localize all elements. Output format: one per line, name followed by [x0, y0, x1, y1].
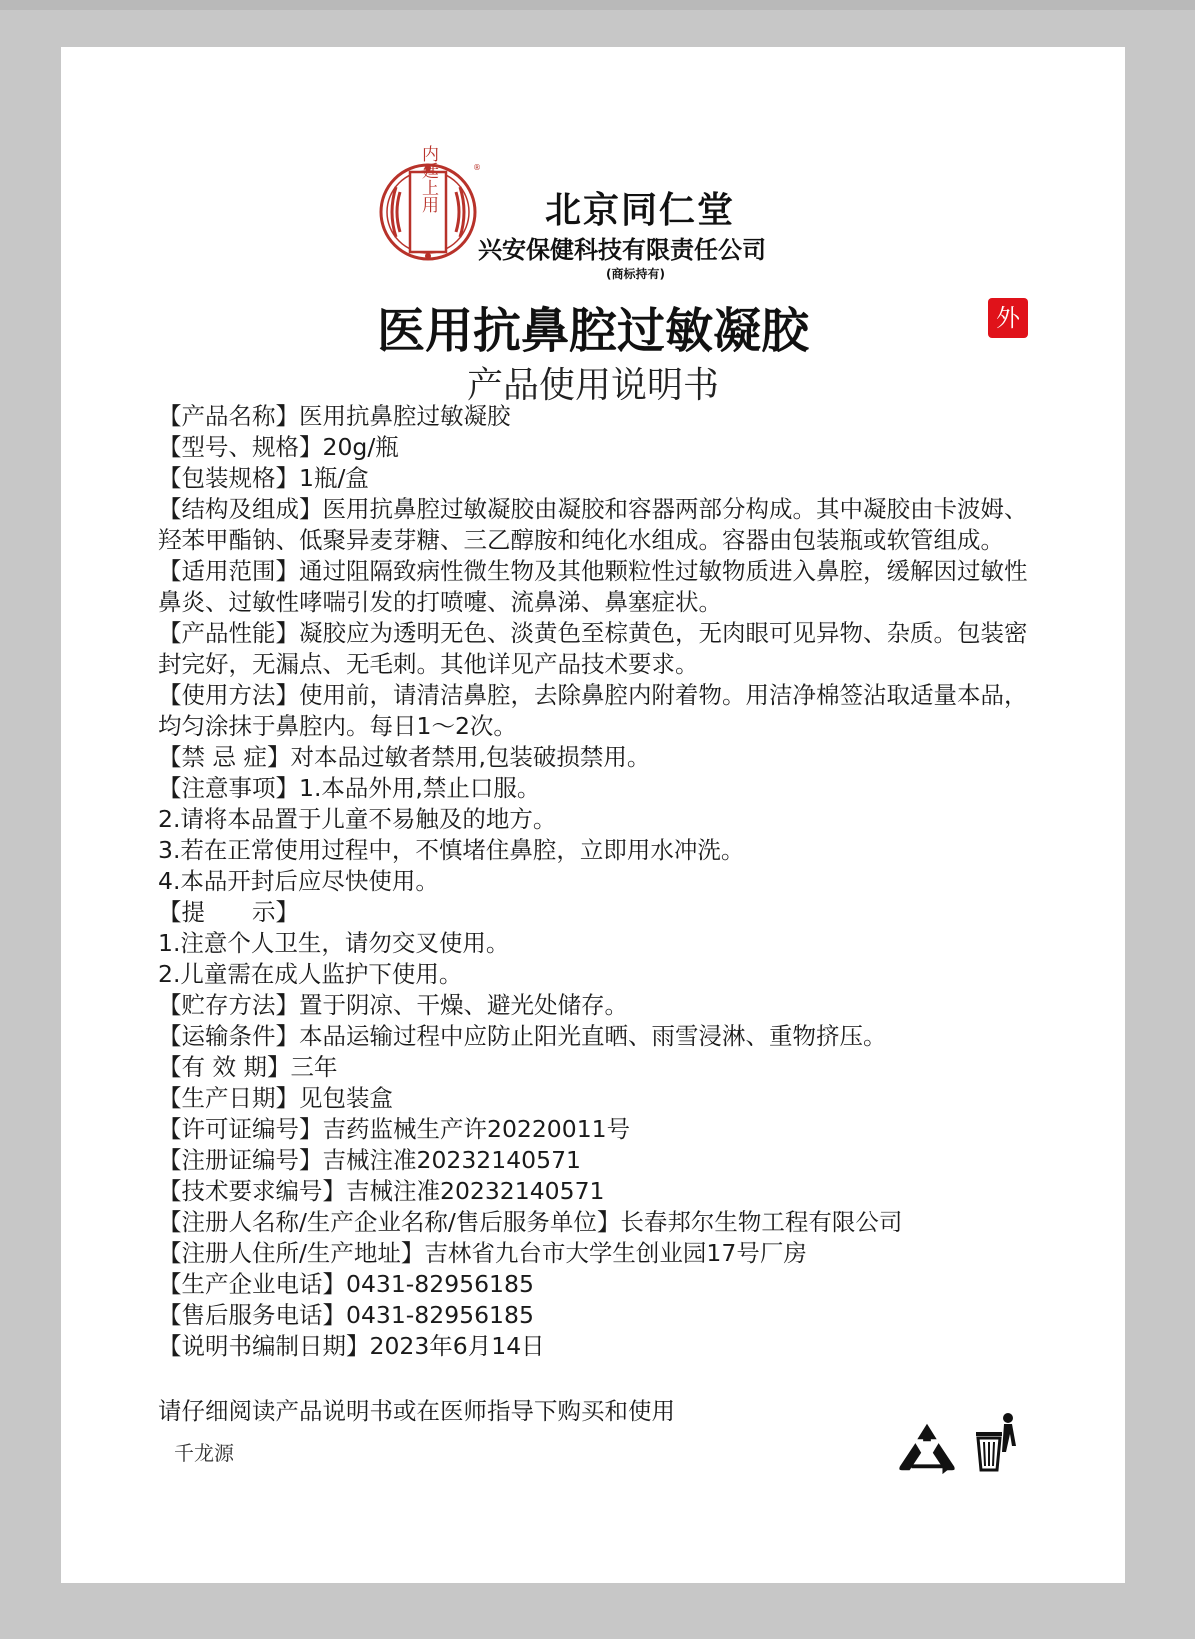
- company-name: 兴安保健科技有限责任公司: [478, 236, 766, 264]
- section-text: 4.本品开封后应尽快使用。: [158, 867, 439, 895]
- section-text: 1瓶/盒: [299, 464, 369, 492]
- brand-name: 北京同仁堂: [545, 189, 736, 231]
- section-text: 吉林省九台市大学生创业园17号厂房: [424, 1239, 807, 1267]
- section-text: 2023年6月14日: [369, 1332, 545, 1360]
- section-label: 【适用范围】: [158, 557, 299, 585]
- section-row: [158, 463, 1028, 494]
- section-text: 吉械注准20232140571: [346, 1177, 605, 1205]
- section-text: 吉药监械生产许20220011号: [322, 1115, 631, 1143]
- section-row: [158, 1300, 1028, 1331]
- section-text: 0431-82956185: [346, 1270, 534, 1298]
- section-label: 【提 示】: [158, 898, 299, 926]
- section-row: [158, 1176, 1028, 1207]
- section-label: 【注册人住所/生产地址】: [158, 1239, 425, 1267]
- section-row: [158, 401, 1028, 432]
- section-label: 【售后服务电话】: [158, 1301, 346, 1329]
- section-text: 20g/瓶: [322, 433, 399, 461]
- section-label: 【生产日期】: [158, 1084, 299, 1112]
- section-label: 【注册证编号】: [158, 1146, 323, 1174]
- section-text: 通过阻隔致病性微生物及其他颗粒性过敏物质进入鼻腔，缓解因过敏性鼻炎、过敏性哮喘引发的打喷嚏、流鼻涕、鼻塞症状。: [158, 557, 1028, 616]
- section-label: 【包装规格】: [158, 464, 299, 492]
- section-label: 【使用方法】: [158, 681, 299, 709]
- section-text: 医用抗鼻腔过敏凝胶: [299, 402, 511, 430]
- section-label: 【生产企业电话】: [158, 1270, 346, 1298]
- section-text: 2.儿童需在成人监护下使用。: [158, 960, 463, 988]
- section-text: 医用抗鼻腔过敏凝胶由凝胶和容器两部分构成。其中凝胶由卡波姆、羟苯甲酯钠、低聚异麦芽糖、三乙醇胺和纯化水组成。容器由包装瓶或软管组成。: [158, 495, 1028, 554]
- section-label: 【注册人名称/生产企业名称/售后服务单位】: [158, 1208, 621, 1236]
- section-row: [158, 990, 1028, 1021]
- section-text: 对本品过敏者禁用,包装破损禁用。: [290, 743, 651, 771]
- section-text: 1.本品外用,禁止口服。: [299, 774, 541, 802]
- section-text: 长春邦尔生物工程有限公司: [620, 1208, 903, 1236]
- section-text: 3.若在正常使用过程中，不慎堵住鼻腔，立即用水冲洗。: [158, 836, 745, 864]
- section-row: [158, 1052, 1028, 1083]
- usage-advice-note: 请仔细阅读产品说明书或在医师指导下购买和使用: [158, 1397, 675, 1425]
- section-label: 【产品性能】: [158, 619, 299, 647]
- section-label: 【注意事项】: [158, 774, 299, 802]
- section-row: [158, 959, 1028, 990]
- section-row: [158, 773, 1028, 804]
- registered-mark: ®: [473, 163, 481, 172]
- printer-mark: 千龙源: [174, 1441, 234, 1465]
- tongrentang-seal-logo: [378, 145, 481, 262]
- section-row: [158, 835, 1028, 866]
- section-row: [158, 928, 1028, 959]
- section-row: [158, 1331, 1028, 1362]
- section-label: 【运输条件】: [158, 1022, 299, 1050]
- section-row: [158, 618, 1028, 680]
- external-use-badge: 外: [988, 298, 1028, 338]
- trash-bin-icon: [974, 1412, 1020, 1474]
- section-row: [158, 1021, 1028, 1052]
- section-label: 【技术要求编号】: [158, 1177, 346, 1205]
- section-text: 置于阴凉、干燥、避光处储存。: [299, 991, 628, 1019]
- section-text: 本品运输过程中应防止阳光直晒、雨雪浸淋、重物挤压。: [299, 1022, 887, 1050]
- section-text: 2.请将本品置于儿童不易触及的地方。: [158, 805, 557, 833]
- section-label: 【禁 忌 症】: [158, 743, 291, 771]
- section-row: [158, 1207, 1028, 1238]
- recycle-icon: [898, 1419, 956, 1475]
- section-label: 【许可证编号】: [158, 1115, 323, 1143]
- section-row: [158, 866, 1028, 897]
- section-row: [158, 1269, 1028, 1300]
- section-label: 【型号、规格】: [158, 433, 323, 461]
- seal-text: 内廷上用: [418, 145, 438, 213]
- section-text: 见包装盒: [299, 1084, 393, 1112]
- section-label: 【结构及组成】: [158, 495, 323, 523]
- section-text: 三年: [290, 1053, 338, 1081]
- section-label: 【贮存方法】: [158, 991, 299, 1019]
- section-row: [158, 1114, 1028, 1145]
- section-text: 1.注意个人卫生，请勿交叉使用。: [158, 929, 510, 957]
- section-row: [158, 556, 1028, 618]
- section-row: [158, 742, 1028, 773]
- instruction-sheet: [61, 47, 1125, 1583]
- section-label: 【产品名称】: [158, 402, 299, 430]
- section-text: 凝胶应为透明无色、淡黄色至棕黄色，无肉眼可见异物、杂质。包装密封完好，无漏点、无毛刺。其他详见产品技术要求。: [158, 619, 1028, 678]
- section-row: [158, 1145, 1028, 1176]
- section-row: [158, 432, 1028, 463]
- section-row: [158, 680, 1028, 742]
- section-row: [158, 897, 1028, 928]
- trademark-note: (商标持有): [606, 267, 665, 281]
- section-text: 使用前，请清洁鼻腔，去除鼻腔内附着物。用洁净棉签沾取适量本品，均匀涂抹于鼻腔内。每日1～2次。: [158, 681, 1028, 740]
- section-row: [158, 494, 1028, 556]
- top-strip: [0, 0, 1195, 10]
- section-label: 【有 效 期】: [158, 1053, 291, 1081]
- section-label: 【说明书编制日期】: [158, 1332, 370, 1360]
- section-row: [158, 804, 1028, 835]
- product-title: 医用抗鼻腔过敏凝胶: [376, 303, 809, 359]
- instruction-body: [158, 401, 1028, 1362]
- section-row: [158, 1238, 1028, 1269]
- section-text: 吉械注准20232140571: [322, 1146, 581, 1174]
- section-row: [158, 1083, 1028, 1114]
- document-subtitle: 产品使用说明书: [466, 365, 719, 406]
- section-text: 0431-82956185: [346, 1301, 534, 1329]
